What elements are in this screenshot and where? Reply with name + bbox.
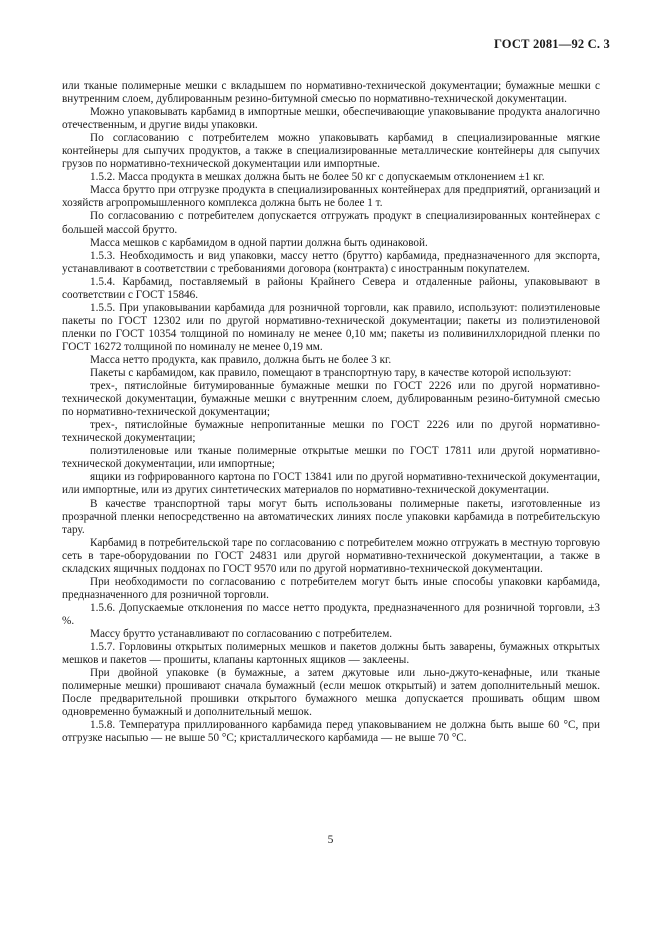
list-item: ящики из гофрированного картона по ГОСТ 13841 или по другой нормативно-технической документации, или импортные, или из других синтетических материалов по нормативно-технической документации. [62, 471, 600, 497]
paragraph: Масса нетто продукта, как правило, должна быть не более 3 кг. [90, 353, 392, 366]
paragraph: Масса мешков с карбамидом в одной партии должна быть одинаковой. [90, 236, 428, 249]
paragraph: В качестве транспортной тары могут быть использованы полимерные пакеты, изготовленные из прозрачной пленки непосредственно на автоматических линиях после упаковки карбамида в потребительскую тару. [62, 497, 600, 536]
clause-1-5-6: 1.5.6. Допускаемые отклонения по массе нетто продукта, предназначенного для розничной торговли, ±3 %. [62, 601, 600, 627]
paragraph: При двойной упаковке (в бумажные, а затем джутовые или льно-джуто-кенафные, или тканые полимерные мешки) прошивают сначала бумажный (если мешок открытый) и затем дополнительный мешок. После предварительной прошивки открытого бумажного мешка допускается прошивать общим швом одновременно бумажный и дополнительный мешок. [62, 667, 600, 719]
paragraph: При необходимости по согласованию с потребителем могут быть иные способы упаковки карбамида, предназначенного для розничной торговли. [62, 575, 600, 601]
paragraph: Карбамид в потребительской таре по согласованию с потребителем можно отгружать в местную торговую сеть в таре-оборудовании по ГОСТ 24831 или другой нормативно-технической документации, а также в складских ящичных поддонах по ГОСТ 9570 или по другой нормативно-технической документации. [62, 536, 600, 575]
clause-1-5-4: 1.5.4. Карбамид, поставляемый в районы Крайнего Севера и отдаленные районы, упаковывают в соответствии с ГОСТ 15846. [62, 275, 600, 301]
paragraph: По согласованию с потребителем можно упаковывать карбамид в специализированные мягкие контейнеры для сыпучих продуктов, а также в специализированные металлические контейнеры для сыпучих грузов по нормативно-технической документации или импортные. [62, 132, 600, 171]
list-item: трех-, пятислойные битумированные бумажные мешки по ГОСТ 2226 или по другой нормативно-технической документации, бумажные мешки с внутренним слоем, дублированным резино-битумной смесью по нормативно-технической документации; [62, 380, 600, 419]
page-header: ГОСТ 2081—92 С. 3 [493, 37, 610, 51]
paragraph: Пакеты с карбамидом, как правило, помещают в транспортную тару, в качестве которой используют: [90, 367, 572, 380]
paragraph: По согласованию с потребителем допускается отгружать продукт в специализированных контейнерах с большей массой брутто. [62, 210, 600, 236]
paragraph-continuation: или тканые полимерные мешки с вкладышем по нормативно-технической документации; бумажные мешки с внутренним слоем, дублированным резино-битумной смесью по нормативно-технической документации. [62, 80, 600, 106]
paragraph: Можно упаковывать карбамид в импортные мешки, обеспечивающие упаковывание продукта аналогично отечественным, и другие виды упаковки. [62, 106, 600, 132]
document-body [62, 80, 600, 745]
clause-1-5-5: 1.5.5. При упаковывании карбамида для розничной торговли, как правило, используют: полиэтиленовые пакеты по ГОСТ 12302 или по другой нормативно-технической документации; пакеты из полиэтиленовой пленки по ГОСТ 10354 толщиной по номиналу не менее 0,10 мм; пакеты из поливинилхлоридной пленки по ГОСТ 16272 толщиной по номиналу не менее 0,19 мм. [62, 301, 600, 353]
clause-1-5-2: 1.5.2. Масса продукта в мешках должна быть не более 50 кг с допускаемым отклонением ±1 кг. [90, 171, 545, 184]
list-item: полиэтиленовые или тканые полимерные открытые мешки по ГОСТ 17811 или другой нормативно-технической документации, или импортные; [62, 445, 600, 471]
list-item: трех-, пятислойные бумажные непропитанные мешки по ГОСТ 2226 или по другой нормативно-технической документации; [62, 419, 600, 445]
clause-1-5-3: 1.5.3. Необходимость и вид упаковки, массу нетто (брутто) карбамида, предназначенного для экспорта, устанавливают в соответствии с требованиями договора (контракта) с иностранным покупателем. [62, 249, 600, 275]
page-number: 5 [327, 834, 334, 846]
clause-1-5-8: 1.5.8. Температура приллированного карбамида перед упаковыванием не должна быть выше 60 °С, при отгрузке насыпью — не выше 50 °С; кристаллического карбамида — не выше 70 °С. [62, 719, 600, 745]
paragraph: Массу брутто устанавливают по согласованию с потребителем. [90, 627, 393, 640]
paragraph: Масса брутто при отгрузке продукта в специализированных контейнерах для предприятий, организаций и хозяйств агропромышленного комплекса должна быть не более 1 т. [62, 184, 600, 210]
clause-1-5-7: 1.5.7. Горловины открытых полимерных мешков и пакетов должны быть заварены, бумажных открытых мешков и пакетов — прошиты, клапаны картонных ящиков — заклеены. [62, 641, 600, 667]
